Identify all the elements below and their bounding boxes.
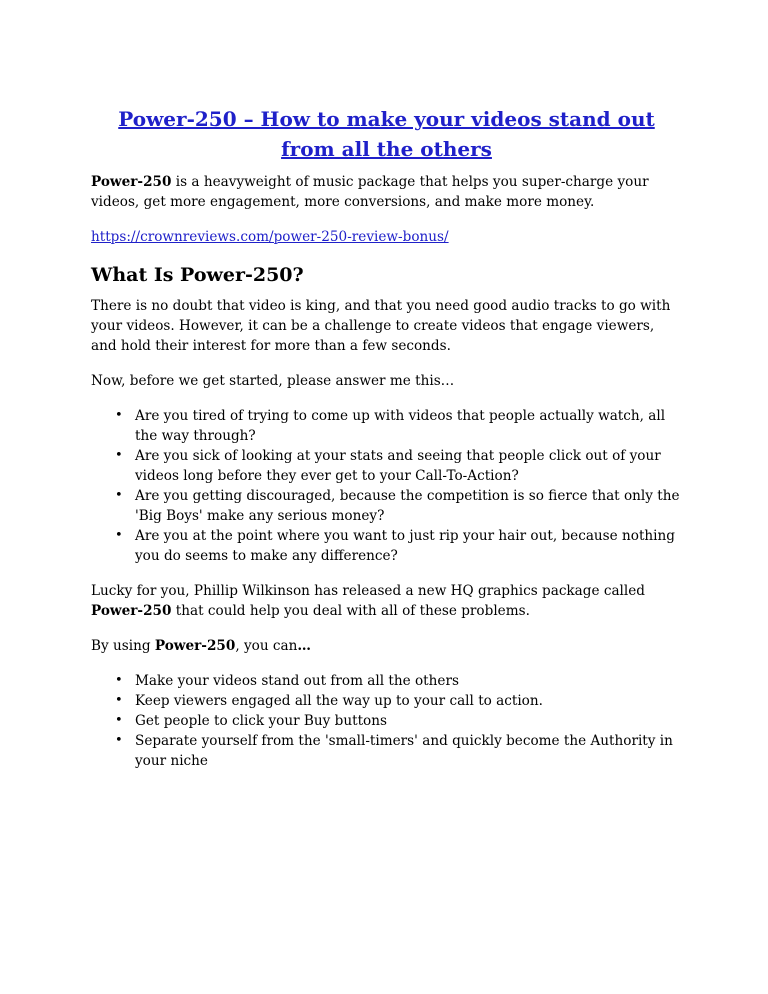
benefit-text: Keep viewers engaged all the way up to your call to action.: [135, 693, 543, 709]
intro-text: is a heavyweight of music package that helps you super-charge your videos, get more engagement, more conversions, and make more money.: [91, 174, 649, 210]
list-item: [115, 731, 682, 771]
bullet-icon: •: [115, 408, 123, 423]
list-item: [115, 446, 682, 486]
bullet-icon: •: [115, 693, 123, 708]
review-link[interactable]: https://crownreviews.com/power-250-review-bonus/: [91, 229, 449, 245]
list-item: [115, 406, 682, 446]
benefit-text: Make your videos stand out from all the others: [135, 673, 459, 689]
benefit-text: Separate yourself from the 'small-timers' and quickly become the Authority in your niche: [135, 733, 673, 769]
list-item: [115, 526, 682, 566]
using-paragraph: [91, 636, 682, 656]
list-item: [115, 711, 682, 731]
bullet-icon: •: [115, 528, 123, 543]
title-line-2[interactable]: from all the others: [281, 137, 492, 161]
bullet-icon: •: [115, 713, 123, 728]
questions-list: [91, 406, 682, 566]
bullet-icon: •: [115, 448, 123, 463]
question-text: Are you getting discouraged, because the competition is so fierce that only the 'Big Boys' make any serious money?: [135, 488, 680, 524]
using-ellipsis: …: [297, 638, 311, 654]
list-item: [115, 691, 682, 711]
paragraph-2: Now, before we get started, please answer me this…: [91, 373, 455, 389]
lucky-bold-name: Power-250: [91, 603, 172, 619]
bullet-icon: •: [115, 733, 123, 748]
bullet-icon: •: [115, 488, 123, 503]
list-item: [115, 486, 682, 526]
lucky-paragraph: [91, 581, 682, 621]
bullet-icon: •: [115, 673, 123, 688]
intro-bold-name: Power-250: [91, 174, 172, 190]
benefit-text: Get people to click your Buy buttons: [135, 713, 387, 729]
paragraph-1: There is no doubt that video is king, and that you need good audio tracks to go with your videos. However, it can be a challenge to create videos that engage viewers, and hold their interest for more than a few seconds.: [91, 298, 671, 354]
using-text-2: , you can: [235, 638, 298, 654]
section-heading: What Is Power-250?: [91, 264, 304, 286]
question-text: Are you at the point where you want to just rip your hair out, because nothing you do seems to make any difference?: [135, 528, 675, 564]
using-text-1: By using: [91, 638, 155, 654]
title-line-1[interactable]: Power-250 – How to make your videos stand out: [118, 107, 655, 131]
intro-paragraph: [91, 172, 682, 212]
question-text: Are you tired of trying to come up with videos that people actually watch, all the way through?: [135, 408, 666, 444]
page-title[interactable]: [91, 104, 682, 164]
lucky-text-1: Lucky for you, Phillip Wilkinson has released a new HQ graphics package called: [91, 583, 645, 599]
lucky-text-2: that could help you deal with all of these problems.: [171, 603, 530, 619]
question-text: Are you sick of looking at your stats and seeing that people click out of your videos long before they ever get to your Call-To-Action?: [135, 448, 661, 484]
benefits-list: [91, 671, 682, 771]
link-paragraph: [91, 227, 682, 247]
list-item: [115, 671, 682, 691]
using-bold-name: Power-250: [154, 638, 236, 654]
